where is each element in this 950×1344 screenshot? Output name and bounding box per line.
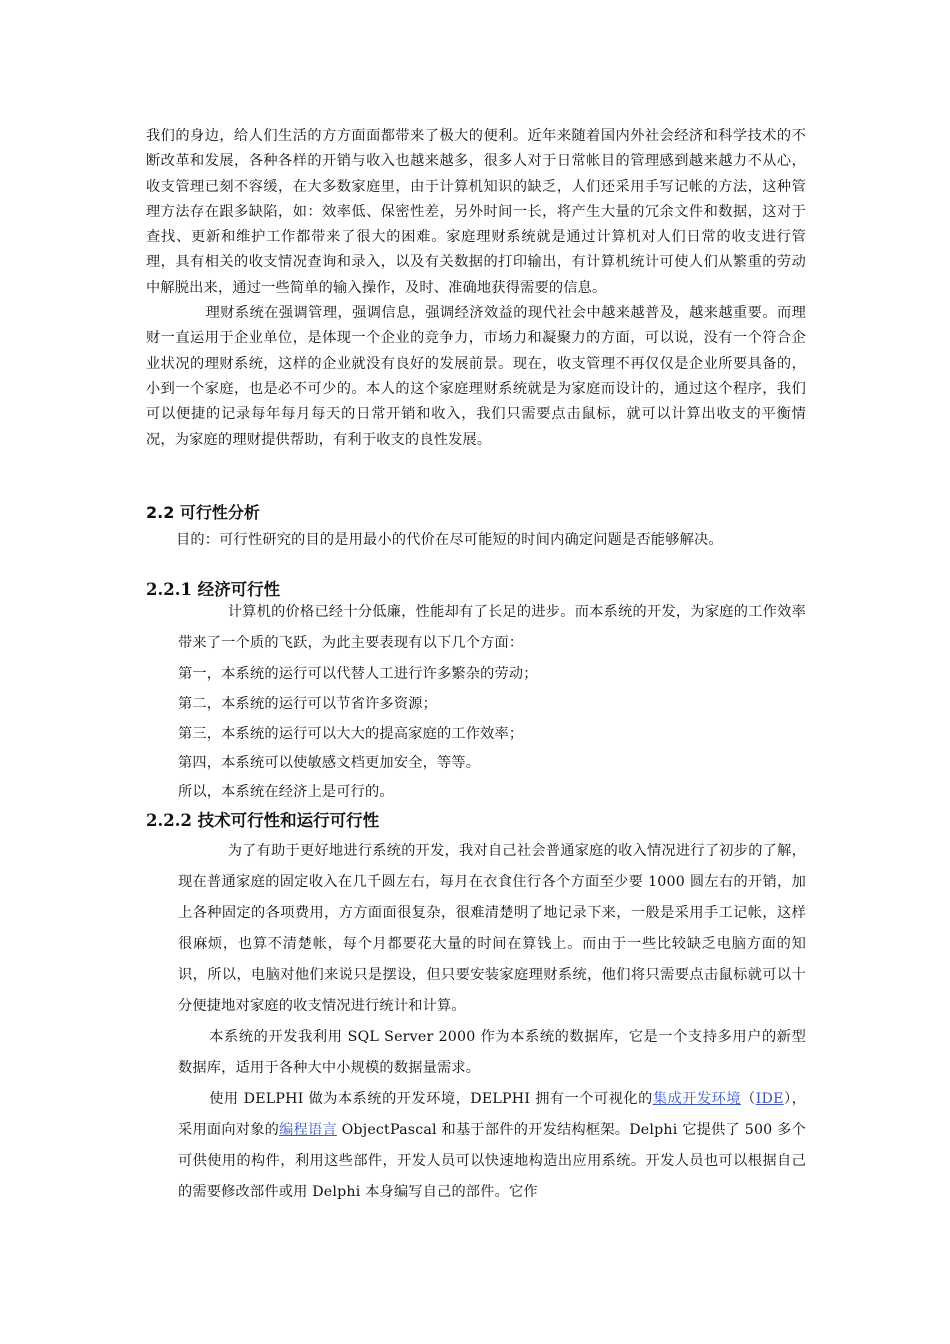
programming-language-link[interactable]: 编程语言 — [279, 1122, 337, 1138]
section-2-2-2-heading: 2.2.2 技术可行性和运行可行性 — [146, 811, 380, 830]
p3-text-a: 使用 DELPHI 做为本系统的开发环境，DELPHI 拥有一个可视化的 — [209, 1091, 653, 1107]
economic-item-4: 第四，本系统可以使敏感文档更加安全，等等。 — [178, 755, 481, 771]
p3-text-c: ），采用面向对象的 — [178, 1091, 806, 1138]
technical-paragraph-2: 本系统的开发我利用 SQL Server 2000 作为本系统的数据库，它是一个支持多用户的新型数据库，适用于各种大中小规模的数据量需求。 — [178, 1029, 806, 1076]
section-2-2-1-lead: 计算机的价格已经十分低廉，性能却有了长足的进步。而本系统的开发，为家庭的工作效率带来了一个质的飞跃，为此主要表现有以下几个方面： — [178, 604, 806, 651]
section-2-2-1-heading: 2.2.1 经济可行性 — [146, 580, 281, 599]
economic-item-2: 第二，本系统的运行可以节省许多资源； — [178, 696, 437, 712]
economic-conclusion: 所以，本系统在经济上是可行的。 — [178, 784, 394, 800]
intro-section — [146, 124, 806, 453]
ide-link[interactable]: 集成开发环境 — [652, 1091, 742, 1107]
economic-item-3: 第三，本系统的运行可以大大的提高家庭的工作效率； — [178, 726, 524, 742]
intro-paragraph-1: 我们的身边，给人们生活的方方面面都带来了极大的便利。近年来随着国内外社会经济和科学技术的不断改革和发展，各种各样的开销与收入也越来越多，很多人对于日常帐目的管理感到越来越力不从心，收支管理已刻不容缓，在大多数家庭里，由于计算机知识的缺乏，人们还采用手写记帐的方法，这种管理方法存在跟多缺陷，如：效率低、保密性差，另外时间一长，将产生大量的冗余文件和数据，这对于查找、更新和维护工作都带来了很大的困难。家庭理财系统就是通过计算机对人们日常的收支进行管理，具有相关的收支情况查询和录入，以及有关数据的打印输出，有计算机统计可使人们从繁重的劳动中解脱出来，通过一些简单的输入操作，及时、准确地获得需要的信息。 — [146, 128, 806, 296]
section-2-2-purpose: 目的：可行性研究的目的是用最小的代价在尽可能短的时间内确定问题是否能够解决。 — [176, 532, 723, 548]
section-2-2-heading: 2.2 可行性分析 — [146, 503, 260, 522]
p3-text-b: （ — [741, 1091, 756, 1107]
economic-item-1: 第一，本系统的运行可以代替人工进行许多繁杂的劳动； — [178, 666, 538, 682]
ide-abbrev-link[interactable]: IDE — [755, 1091, 784, 1107]
p3-text-d: ObjectPascal 和基于部件的开发结构框架。Delphi 它提供了 500 多个可供使用的构件，利用这些部件，开发人员可以快速地构造出应用系统。开发人员也可以根据自己的需要修改部件或用 Delphi 本身编写自己的部件。它作 — [178, 1122, 806, 1200]
technical-paragraph-1: 为了有助于更好地进行系统的开发，我对自己社会普通家庭的收入情况进行了初步的了解，现在普通家庭的固定收入在几千圆左右，每月在衣食住行各个方面至少要 1000 圆左右的开销，加上各种固定的各项费用，方方面面很复杂，很难清楚明了地记录下来，一般是采用手工记帐，这样很麻烦，也算不清楚帐，每个月都要花大量的时间在算钱上。而由于一些比较缺乏电脑方面的知识，所以，电脑对他们来说只是摆设，但只要安装家庭理财系统，他们将只需要点击鼠标就可以十分便捷地对家庭的收支情况进行统计和计算。 — [178, 843, 806, 1014]
intro-paragraph-2: 理财系统在强调管理，强调信息，强调经济效益的现代社会中越来越普及，越来越重要。而理财一直运用于企业单位，是体现一个企业的竞争力，市场力和凝聚力的方面，可以说，没有一个符合企业状况的理财系统，这样的企业就没有良好的发展前景。现在，收支管理不再仅仅是企业所要具备的，小到一个家庭，也是必不可少的。本人的这个家庭理财系统就是为家庭而设计的，通过这个程序，我们可以便捷的记录每年每月每天的日常开销和收入，我们只需要点击鼠标，就可以计算出收支的平衡情况，为家庭的理财提供帮助，有利于收支的良性发展。 — [146, 305, 806, 448]
technical-paragraph-3 — [178, 1084, 806, 1208]
